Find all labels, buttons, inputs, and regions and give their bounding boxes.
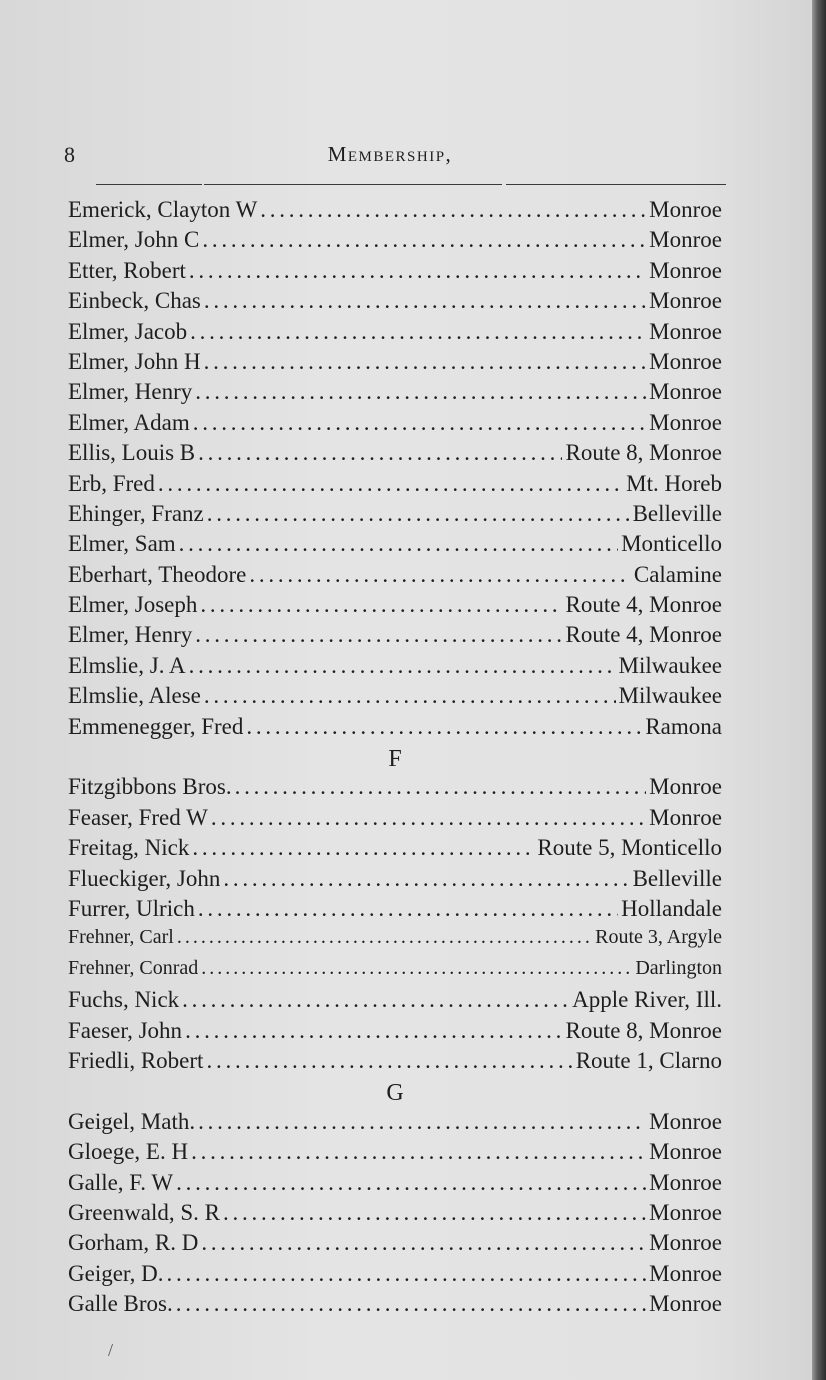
member-name: Faeser, John — [68, 1017, 183, 1043]
member-entry — [68, 410, 722, 440]
member-name: Elmer, Henry — [68, 379, 193, 405]
member-name: Greenwald, S. R — [68, 1199, 221, 1225]
member-location: Monroe — [649, 348, 722, 374]
dot-leader — [235, 774, 647, 800]
dot-leader — [158, 471, 623, 497]
dot-leader — [223, 866, 629, 892]
member-entry — [68, 622, 722, 652]
page-number: 8 — [64, 142, 75, 167]
dot-leader — [176, 1170, 646, 1196]
member-entry — [68, 197, 722, 227]
member-name: Elmslie, Alese — [68, 683, 201, 709]
member-name: Fitzgibbons Bros. — [68, 774, 232, 800]
member-location: Route 8, Monroe — [565, 440, 722, 466]
member-entry — [68, 1048, 722, 1078]
dot-leader — [211, 805, 646, 831]
member-location: Calamine — [633, 561, 722, 587]
dot-leader — [204, 288, 646, 314]
member-entry — [68, 1261, 722, 1291]
member-location: Monroe — [649, 1230, 722, 1256]
member-entry — [68, 258, 722, 288]
page-edge — [812, 0, 826, 1380]
member-name: Elmslie, J. A — [68, 652, 186, 678]
member-name: Etter, Robert — [68, 257, 186, 283]
dot-leader — [201, 1230, 646, 1256]
member-location: Monroe — [649, 197, 722, 222]
member-name: Flueckiger, John — [68, 865, 221, 891]
member-entry — [68, 1170, 722, 1200]
member-location: Monroe — [649, 409, 722, 435]
member-name: Elmer, Adam — [68, 409, 190, 435]
header-rule-right — [506, 184, 726, 185]
member-entry — [68, 471, 722, 501]
member-name: Ellis, Louis B — [68, 440, 196, 466]
member-name: Geiger, D. — [68, 1260, 164, 1286]
dot-leader — [189, 258, 646, 284]
stray-mark: / — [108, 1340, 114, 1360]
member-name: Einbeck, Chas — [68, 288, 201, 314]
member-location: Monroe — [649, 1291, 722, 1317]
dot-leader — [207, 501, 630, 527]
member-location: Monroe — [649, 774, 722, 800]
dot-leader — [204, 349, 647, 375]
dot-leader — [190, 319, 646, 345]
dot-leader — [249, 562, 630, 588]
member-name: Elmer, Jacob — [68, 318, 188, 344]
section-letter: F — [388, 746, 402, 773]
member-entry — [68, 379, 722, 409]
running-title: Membership, — [327, 142, 453, 166]
member-location: Darlington — [635, 956, 722, 979]
member-location: Belleville — [632, 500, 722, 526]
member-entry — [68, 896, 722, 926]
member-name: Eberhart, Theodore — [68, 561, 247, 587]
member-name: Feaser, Fred W — [68, 804, 208, 830]
member-name: Elmer, John H — [68, 348, 201, 374]
dot-leader — [192, 835, 534, 861]
member-entry — [68, 227, 722, 257]
member-location: Route 4, Monroe — [565, 622, 722, 648]
dot-leader — [223, 1200, 646, 1226]
dot-leader — [200, 592, 562, 618]
dot-leader — [260, 197, 646, 223]
member-location: Monroe — [649, 1199, 722, 1225]
dot-leader — [198, 1109, 646, 1135]
member-name: Emmenegger, Fred — [68, 713, 244, 739]
member-location: Monroe — [649, 257, 722, 283]
member-location: Monroe — [649, 804, 722, 830]
member-location: Monroe — [649, 1139, 722, 1165]
member-name: Elmer, Sam — [68, 531, 176, 557]
dot-leader — [176, 1291, 646, 1317]
member-name: Furrer, Ulrich — [68, 895, 195, 921]
dot-leader — [177, 926, 592, 949]
member-name: Fuchs, Nick — [68, 987, 180, 1013]
member-location: Route 1, Clarno — [575, 1047, 722, 1073]
member-entry — [68, 866, 722, 896]
member-entry — [68, 1291, 722, 1321]
dot-leader — [191, 1139, 646, 1165]
member-location: Mt. Horeb — [626, 470, 722, 496]
member-entry — [68, 835, 722, 865]
member-entry — [68, 562, 722, 592]
member-location: Monroe — [649, 1169, 722, 1195]
dot-leader — [189, 653, 616, 679]
dot-leader — [202, 227, 646, 253]
dot-leader — [204, 683, 616, 709]
membership-list — [68, 197, 722, 1321]
header-rule-left — [96, 184, 202, 185]
member-entry — [68, 531, 722, 561]
member-entry — [68, 1200, 722, 1230]
member-entry — [68, 1109, 722, 1139]
member-entry — [68, 501, 722, 531]
member-entry — [68, 1230, 722, 1260]
member-name: Elmer, Joseph — [68, 592, 198, 618]
member-location: Route 5, Monticello — [537, 835, 722, 861]
member-location: Monroe — [649, 318, 722, 344]
member-location: Monroe — [649, 288, 722, 314]
member-entry — [68, 987, 722, 1017]
member-location: Monroe — [649, 1260, 722, 1286]
member-name: Frehner, Conrad — [68, 956, 199, 979]
member-entry — [68, 319, 722, 349]
member-location: Milwaukee — [618, 652, 722, 678]
member-location: Route 8, Monroe — [565, 1017, 722, 1043]
member-name: Frehner, Carl — [68, 926, 174, 949]
dot-leader — [195, 379, 646, 405]
member-entry — [68, 592, 722, 622]
member-location: Monroe — [649, 227, 722, 253]
dot-leader — [167, 1261, 647, 1287]
member-entry — [68, 683, 722, 713]
member-location: Apple River, Ill. — [572, 987, 722, 1013]
dot-leader — [182, 987, 569, 1013]
member-entry — [68, 653, 722, 683]
member-name: Ehinger, Franz — [68, 500, 204, 526]
dot-leader — [193, 410, 646, 436]
dot-leader — [185, 1018, 562, 1044]
member-location: Ramona — [645, 713, 722, 739]
member-entry — [68, 957, 722, 987]
member-location: Hollandale — [621, 895, 722, 921]
member-entry — [68, 774, 722, 804]
member-name: Gorham, R. D — [68, 1230, 199, 1256]
member-entry — [68, 805, 722, 835]
member-location: Monroe — [649, 379, 722, 405]
dot-leader — [201, 957, 632, 980]
member-name: Elmer, Henry — [68, 622, 193, 648]
dot-leader — [198, 896, 618, 922]
member-entry — [68, 1139, 722, 1169]
member-name: Erb, Fred — [68, 470, 155, 496]
member-entry — [68, 440, 722, 470]
section-letter: G — [386, 1080, 404, 1107]
member-location: Monticello — [621, 531, 722, 557]
member-entry — [68, 288, 722, 318]
member-location: Route 3, Argyle — [595, 926, 722, 949]
dot-leader — [195, 622, 562, 648]
dot-leader — [179, 531, 618, 557]
member-name: Geigel, Math. — [68, 1108, 196, 1134]
member-name: Friedli, Robert — [68, 1047, 204, 1073]
member-name: Freitag, Nick — [68, 835, 190, 861]
member-name: Gloege, E. H — [68, 1139, 189, 1165]
member-entry — [68, 714, 722, 744]
dot-leader — [206, 1048, 572, 1074]
member-name: Galle Bros. — [68, 1291, 173, 1317]
member-location: Monroe — [649, 1108, 722, 1134]
member-entry — [68, 1018, 722, 1048]
member-name: Galle, F. W — [68, 1169, 174, 1195]
header-rule-center — [204, 184, 502, 185]
dot-leader — [198, 440, 562, 466]
member-location: Route 4, Monroe — [565, 592, 722, 618]
member-location: Milwaukee — [618, 683, 722, 709]
member-name: Emerick, Clayton W — [68, 197, 258, 222]
member-entry — [68, 349, 722, 379]
member-entry — [68, 926, 722, 956]
member-name: Elmer, John C — [68, 227, 200, 253]
member-location: Belleville — [632, 865, 722, 891]
dot-leader — [246, 714, 642, 740]
